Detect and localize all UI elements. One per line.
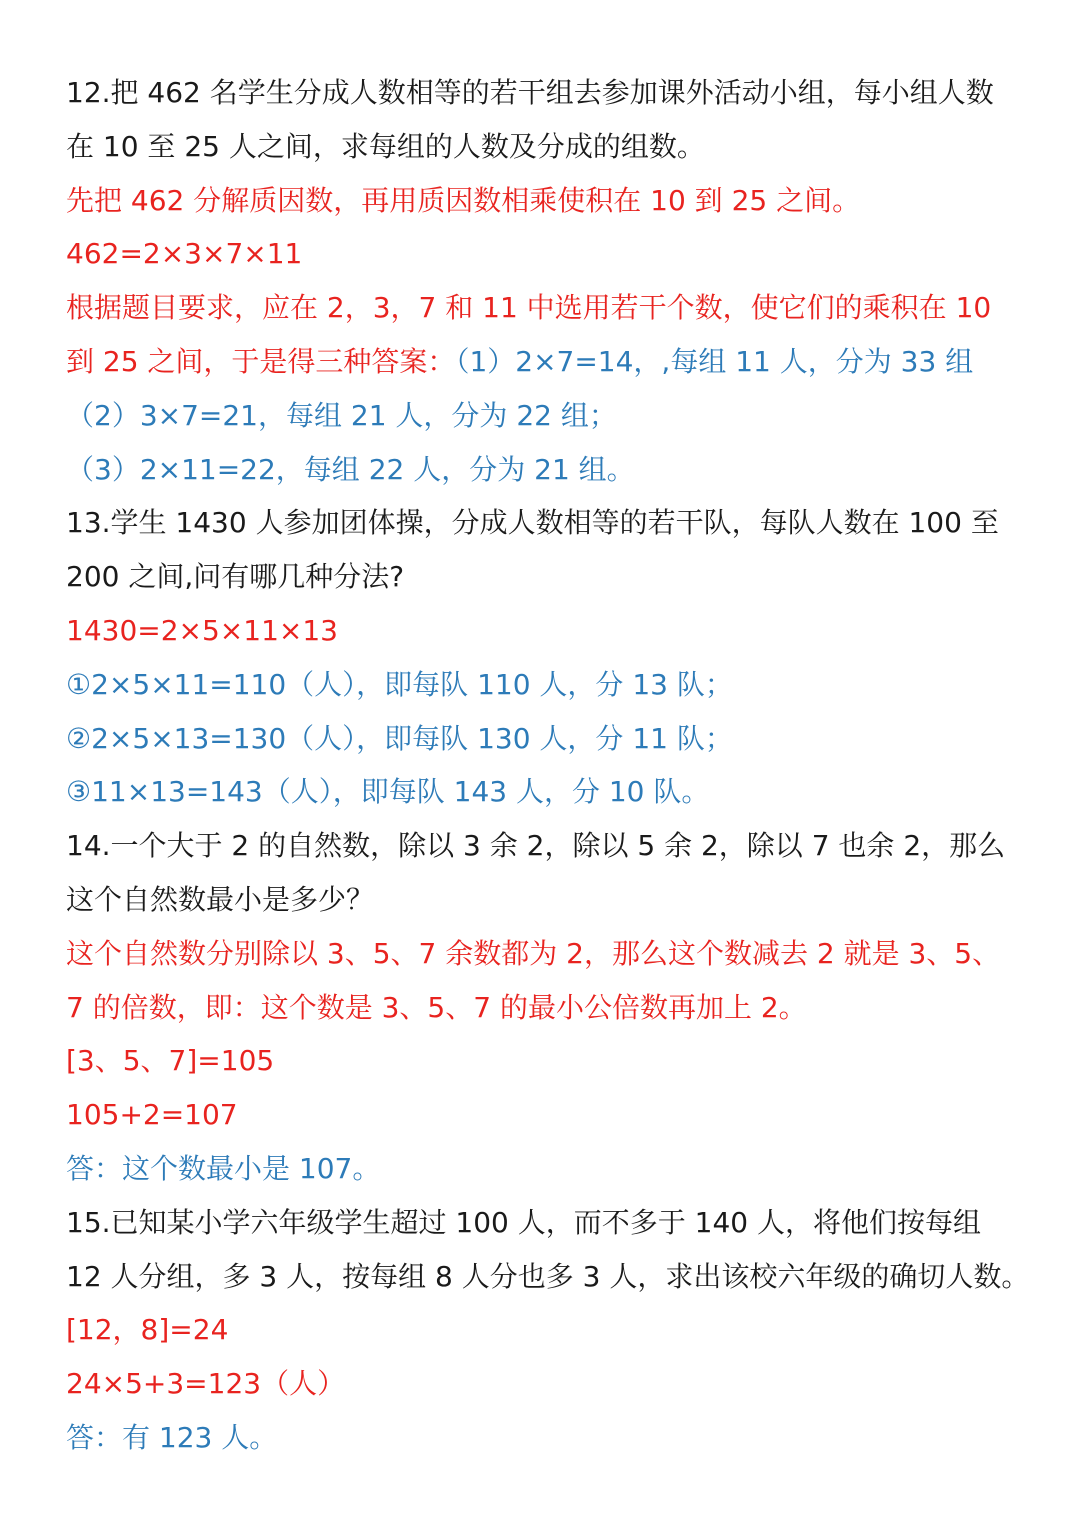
question-14-line-2: 这个自然数最小是多少？: [66, 882, 375, 916]
solution-12-answer-2: （2）3×7=21，每组 21 人，分为 22 组；: [66, 398, 617, 432]
solution-14-lcm: [3、5、7]=105: [66, 1044, 275, 1078]
worksheet-page: [66, 66, 1056, 1465]
question-15-line-2: 12 人分组，多 3 人，按每组 8 人分也多 3 人，求出该校六年级的确切人数。: [66, 1259, 1030, 1293]
solution-14-answer: 答：这个数最小是 107。: [66, 1151, 381, 1185]
solution-14-explanation-line-2: 7 的倍数，即：这个数是 3、5、7 的最小公倍数再加上 2。: [66, 990, 807, 1024]
solution-15-answer: 答：有 123 人。: [66, 1420, 278, 1454]
solution-12-method: 先把 462 分解质因数，再用质因数相乘使积在 10 到 25 之间。: [66, 183, 861, 217]
solution-15-calculation: 24×5+3=123（人）: [66, 1367, 346, 1401]
solution-13-answer-1: ①2×5×11=110（人），即每队 110 人，分 13 队；: [66, 667, 733, 701]
solution-12-answer-1: （1）2×7=14，,每组 11 人，分为 33 组: [455, 344, 974, 378]
solution-12-answer-3: （3）2×11=22，每组 22 人，分为 21 组。: [66, 452, 635, 486]
solution-12-explanation-line-1: 根据题目要求，应在 2，3，7 和 11 中选用若干个数，使它们的乘积在 10: [66, 291, 992, 325]
question-15-line-1: 15.已知某小学六年级学生超过 100 人，而不多于 140 人，将他们按每组: [66, 1205, 982, 1239]
solution-12-factorization: 462=2×3×7×11: [66, 237, 303, 271]
solution-14-explanation-line-1: 这个自然数分别除以 3、5、7 余数都为 2，那么这个数减去 2 就是 3、5、: [66, 936, 1001, 970]
solution-13-factorization: 1430=2×5×11×13: [66, 613, 338, 647]
solution-15-lcm: [12，8]=24: [66, 1313, 229, 1347]
question-13-line-2: 200 之间,问有哪几种分法?: [66, 560, 405, 594]
question-12-line-1: 12.把 462 名学生分成人数相等的若干组去参加课外活动小组，每小组人数: [66, 76, 994, 109]
question-12-line-2: 在 10 至 25 人之间，求每组的人数及分成的组数。: [66, 129, 705, 163]
solution-13-answer-2: ②2×5×13=130（人），即每队 130 人，分 11 队；: [66, 721, 733, 755]
solution-13-answer-3: ③11×13=143（人），即每队 143 人，分 10 队。: [66, 775, 710, 809]
solution-12-explanation-red: 到 25 之间，于是得三种答案：: [66, 344, 456, 378]
question-14-line-1: 14.一个大于 2 的自然数，除以 3 余 2，除以 5 余 2，除以 7 也余 2，那么: [66, 829, 1006, 863]
solution-14-sum: 105+2=107: [66, 1098, 238, 1132]
question-13-line-1: 13.学生 1430 人参加团体操，分成人数相等的若干队，每队人数在 100 至: [66, 506, 999, 540]
solution-12-explanation-line-2: [66, 335, 1056, 389]
